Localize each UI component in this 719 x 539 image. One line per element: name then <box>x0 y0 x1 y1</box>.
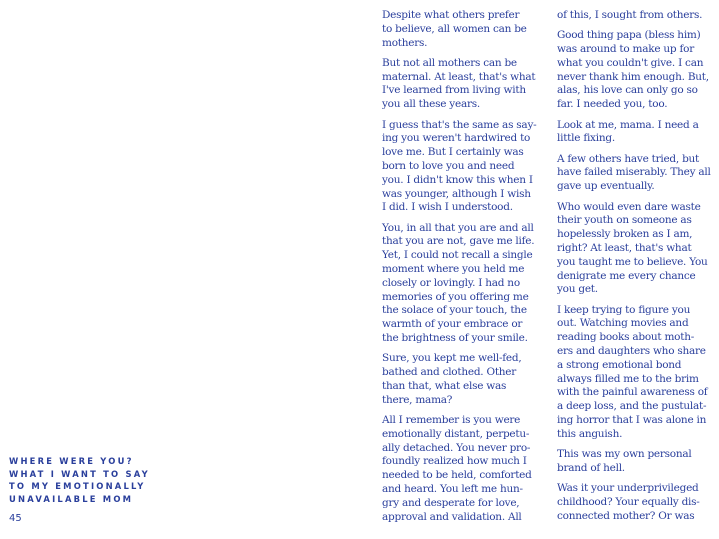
text-line: their youth on someone as <box>557 214 692 227</box>
chapter-heading <box>9 455 150 505</box>
text-line: I keep trying to figure you <box>557 303 691 316</box>
paragraph <box>382 57 542 112</box>
paragraph <box>557 201 717 298</box>
paragraph <box>382 9 542 50</box>
text-line: approval and validation. All <box>382 510 522 523</box>
text-line: Who would even dare waste <box>557 200 701 213</box>
text-line: a deep loss, and the pustulat- <box>557 400 707 413</box>
text-line: hopelessly broken as I am, <box>557 228 693 241</box>
text-line: Look at me, mama. I need a <box>557 118 699 131</box>
text-line: this anguish. <box>557 427 623 440</box>
text-line: you taught me to believe. You <box>557 255 708 268</box>
page-number: 45 <box>9 513 22 524</box>
text-line: with the painful awareness of <box>557 386 708 399</box>
text-line: Was it your underprivileged <box>557 482 699 495</box>
paragraph <box>557 304 717 442</box>
text-line: All I remember is you were <box>382 414 521 427</box>
text-line: connected mother? Or was <box>557 509 695 522</box>
text-line: a strong emotional bond <box>557 358 682 371</box>
text-line: maternal. At least, that's what <box>382 70 536 83</box>
right-page <box>359 0 719 539</box>
text-line: never thank him enough. But, <box>557 70 709 83</box>
text-line: right? At least, that's what <box>557 241 692 254</box>
paragraph <box>382 414 542 524</box>
text-line: than that, what else was <box>382 379 507 392</box>
text-line: closely or lovingly. I had no <box>382 276 520 289</box>
text-line: warmth of your embrace or <box>382 318 523 331</box>
text-line: denigrate me every chance <box>557 269 696 282</box>
text-line: Yet, I could not recall a single <box>382 249 533 262</box>
text-line: ers and daughters who share <box>557 345 706 358</box>
text-line: you. I didn't know this when I <box>382 173 533 186</box>
text-line: was younger, although I wish <box>382 187 531 200</box>
paragraph <box>557 9 717 23</box>
text-line: you all these years. <box>382 98 480 111</box>
text-line: what you couldn't give. I can <box>557 56 704 69</box>
text-line: gry and desperate for love, <box>382 496 520 509</box>
heading-line: WHERE WERE YOU? <box>9 456 134 466</box>
text-line: ally detached. You never pro- <box>382 441 531 454</box>
heading-line: WHAT I WANT TO SAY <box>9 468 150 479</box>
paragraph <box>557 119 717 147</box>
text-line: Good thing papa (bless him) <box>557 29 701 42</box>
paragraph <box>557 448 717 476</box>
paragraph <box>382 222 542 346</box>
text-line: out. Watching movies and <box>557 317 689 330</box>
text-line: and heard. You left me hun- <box>382 483 523 495</box>
text-line: far. I needed you, too. <box>557 98 668 111</box>
text-line: that you are not, gave me life. <box>382 235 535 248</box>
text-line: emotionally distant, perpetu- <box>382 427 530 440</box>
text-line: there, mama? <box>382 393 453 406</box>
text-line: You, in all that you are and all <box>382 221 534 234</box>
text-line: Despite what others prefer <box>382 9 520 21</box>
text-line: alas, his love can only go so <box>557 84 698 97</box>
text-line: always filled me to the brim <box>557 372 699 385</box>
text-column-1 <box>382 9 542 531</box>
text-line: of this, I sought from others. <box>557 9 703 21</box>
left-page <box>0 0 359 539</box>
text-line: Sure, you kept me well-fed, <box>382 352 522 365</box>
text-line: ing you weren't hardwired to <box>382 132 531 145</box>
text-line: reading books about moth- <box>557 331 695 344</box>
text-line: ing horror that I was alone in <box>557 414 707 427</box>
text-line: born to love you and need <box>382 159 515 172</box>
text-line: to believe, all women can be <box>382 22 527 35</box>
text-line: But not all mothers can be <box>382 56 517 69</box>
text-line: mothers. <box>382 36 428 49</box>
text-column-2 <box>557 9 717 530</box>
text-line: love me. But I certainly was <box>382 146 524 159</box>
text-line: A few others have tried, but <box>557 152 700 165</box>
text-line: brand of hell. <box>557 461 625 474</box>
text-line: the solace of your touch, the <box>382 304 527 317</box>
text-line: bathed and clothed. Other <box>382 366 517 379</box>
text-line: I did. I wish I understood. <box>382 201 513 214</box>
heading-line: UNAVAILABLE MOM <box>9 493 134 504</box>
text-line: little fixing. <box>557 132 615 145</box>
text-line: was around to make up for <box>557 43 694 56</box>
text-line: have failed miserably. They all <box>557 166 711 179</box>
text-line: needed to be held, comforted <box>382 469 532 482</box>
paragraph <box>557 153 717 194</box>
text-line: you get. <box>557 283 598 296</box>
text-line: childhood? Your equally dis- <box>557 496 700 508</box>
text-line: I've learned from living with <box>382 84 526 97</box>
text-line: This was my own personal <box>557 448 692 461</box>
paragraph <box>557 29 717 112</box>
text-line: foundly realized how much I <box>382 455 527 468</box>
heading-line: TO MY EMOTIONALLY <box>9 481 146 491</box>
paragraph <box>557 482 717 523</box>
paragraph <box>382 352 542 407</box>
text-line: I guess that's the same as say- <box>382 118 537 131</box>
text-line: the brightness of your smile. <box>382 332 528 345</box>
text-line: moment where you held me <box>382 263 525 276</box>
text-line: memories of you offering me <box>382 290 529 303</box>
text-line: gave up eventually. <box>557 180 655 193</box>
paragraph <box>382 119 542 216</box>
